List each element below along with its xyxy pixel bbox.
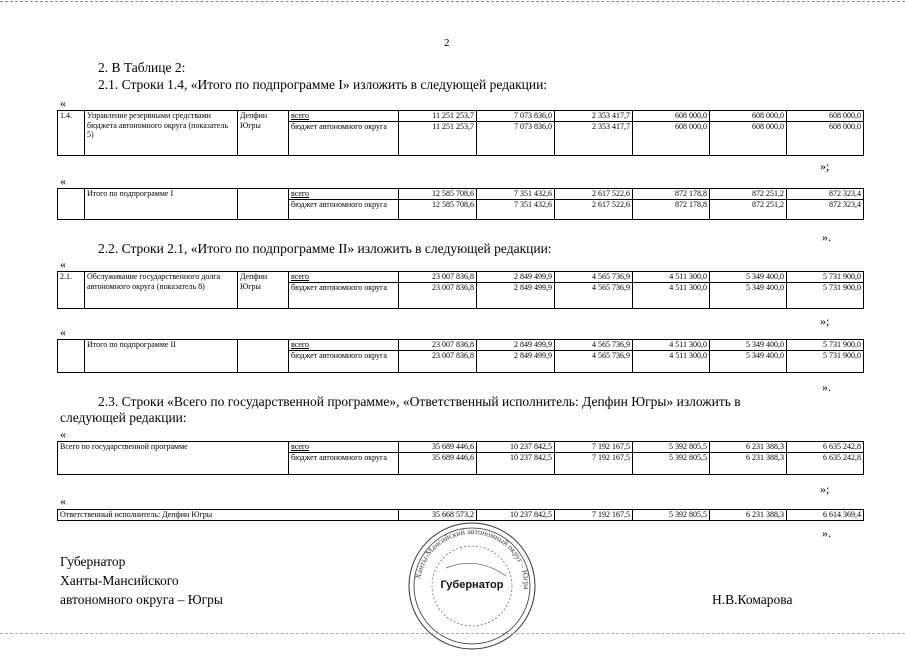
value-cell: 35 668 573,2 bbox=[399, 510, 477, 521]
value-cell: 6 614 369,4 bbox=[787, 510, 864, 521]
open-quote: « bbox=[60, 257, 66, 271]
signature-title-1: Губернатор bbox=[60, 554, 126, 569]
value-cell: 5 731 900,0 bbox=[787, 340, 864, 351]
source-budget: бюджет автономного округа bbox=[289, 452, 399, 474]
open-quote: « bbox=[60, 427, 66, 441]
value-cell: 5 349 400,0 bbox=[710, 340, 787, 351]
source-total: всего bbox=[289, 340, 399, 351]
value-cell: 5 349 400,0 bbox=[710, 282, 787, 308]
executor: Депфин Югры bbox=[238, 111, 289, 156]
row-name: Ответственный исполнитель: Депфин Югры bbox=[58, 510, 399, 521]
executor: Депфин Югры bbox=[238, 272, 289, 309]
value-cell: 7 192 167,5 bbox=[555, 442, 633, 453]
value-cell: 7 351 432,6 bbox=[477, 199, 555, 219]
value-cell: 35 689 446,6 bbox=[399, 442, 477, 453]
close-quote: »; bbox=[820, 482, 830, 496]
scan-edge-top bbox=[0, 1, 905, 2]
value-cell: 2 353 417,7 bbox=[555, 121, 633, 155]
value-cell: 7 192 167,5 bbox=[555, 452, 633, 474]
value-cell: 608 000,0 bbox=[787, 111, 864, 122]
signature-title-2: Ханты-Мансийского bbox=[60, 573, 179, 588]
value-cell: 5 392 805,5 bbox=[633, 510, 710, 521]
close-quote: ». bbox=[822, 380, 831, 394]
value-cell: 608 000,0 bbox=[710, 111, 787, 122]
value-cell: 5 349 400,0 bbox=[710, 272, 787, 283]
row-name: Управление резервными средствами бюджета автономного округа (показатель 5) bbox=[85, 111, 238, 156]
value-cell: 4 511 300,0 bbox=[633, 350, 710, 372]
page-number: 2 bbox=[444, 37, 450, 49]
signature-title-3: автономного округа – Югры bbox=[60, 592, 223, 607]
value-cell: 6 231 388,3 bbox=[710, 442, 787, 453]
value-cell: 872 251,2 bbox=[710, 189, 787, 200]
value-cell: 872 178,8 bbox=[633, 189, 710, 200]
value-cell: 23 007 836,8 bbox=[399, 282, 477, 308]
value-cell: 872 323,4 bbox=[787, 199, 864, 219]
value-cell: 6 635 242,8 bbox=[787, 452, 864, 474]
value-cell: 35 689 446,6 bbox=[399, 452, 477, 474]
value-cell: 2 617 522,6 bbox=[555, 199, 633, 219]
value-cell: 4 565 736,9 bbox=[555, 272, 633, 283]
value-cell: 872 323,4 bbox=[787, 189, 864, 200]
section-2-1: 2.1. Строки 1.4, «Итого по подпрограмме I» изложить в следующей редакции: bbox=[98, 77, 548, 92]
value-cell: 872 251,2 bbox=[710, 199, 787, 219]
open-quote: « bbox=[60, 96, 66, 110]
value-cell: 5 731 900,0 bbox=[787, 350, 864, 372]
value-cell: 7 192 167,5 bbox=[555, 510, 633, 521]
value-cell: 7 351 432,6 bbox=[477, 189, 555, 200]
value-cell: 872 178,8 bbox=[633, 199, 710, 219]
row-name: Итого по подпрограмме II bbox=[85, 340, 238, 373]
value-cell: 5 392 805,5 bbox=[633, 452, 710, 474]
value-cell: 23 007 836,8 bbox=[399, 340, 477, 351]
value-cell: 608 000,0 bbox=[710, 121, 787, 155]
row-name: Итого по подпрограмме I bbox=[85, 189, 238, 220]
value-cell: 10 237 842,5 bbox=[477, 452, 555, 474]
value-cell: 10 237 842,5 bbox=[477, 510, 555, 521]
value-cell: 608 000,0 bbox=[633, 121, 710, 155]
heading: 2. В Таблице 2: bbox=[98, 60, 186, 75]
value-cell: 7 073 836,0 bbox=[477, 121, 555, 155]
table-total-program bbox=[57, 441, 864, 475]
table-row-1-4 bbox=[57, 110, 864, 156]
value-cell: 12 585 708,6 bbox=[399, 199, 477, 219]
row-name: Обслуживание государственного долга автономного округа (показатель 8) bbox=[85, 272, 238, 309]
seal-center-text: Губернатор bbox=[440, 579, 504, 591]
close-quote: »; bbox=[820, 159, 830, 173]
value-cell: 2 849 499,9 bbox=[477, 282, 555, 308]
value-cell: 11 251 253,7 bbox=[399, 111, 477, 122]
value-cell: 4 511 300,0 bbox=[633, 272, 710, 283]
value-cell: 2 617 522,6 bbox=[555, 189, 633, 200]
source-budget: бюджет автономного округа bbox=[289, 282, 399, 308]
seal-ring-text: Ханты-Мансийский автономный округ – Югра bbox=[413, 526, 532, 590]
value-cell: 6 231 388,3 bbox=[710, 452, 787, 474]
section-2-2: 2.2. Строки 2.1, «Итого по подпрограмме II» изложить в следующей редакции: bbox=[98, 241, 552, 256]
close-quote: ». bbox=[822, 526, 831, 540]
value-cell: 608 000,0 bbox=[787, 121, 864, 155]
value-cell: 11 251 253,7 bbox=[399, 121, 477, 155]
row-number bbox=[58, 189, 85, 220]
section-2-3: 2.3. Строки «Всего по государственной программе», «Ответственный исполнитель: Депфин Югры» изложить в bbox=[98, 394, 741, 409]
open-quote: « bbox=[60, 325, 66, 339]
row-name: Всего по государственной программе bbox=[58, 442, 289, 475]
source-budget: бюджет автономного округа bbox=[289, 121, 399, 155]
value-cell: 5 731 900,0 bbox=[787, 282, 864, 308]
source-total: всего bbox=[289, 111, 399, 122]
source-budget: бюджет автономного округа bbox=[289, 350, 399, 372]
value-cell: 12 585 708,6 bbox=[399, 189, 477, 200]
value-cell: 7 073 836,0 bbox=[477, 111, 555, 122]
value-cell: 5 731 900,0 bbox=[787, 272, 864, 283]
row-number: 1.4. bbox=[58, 111, 85, 156]
source-budget: бюджет автономного округа bbox=[289, 199, 399, 219]
row-number bbox=[58, 340, 85, 373]
open-quote: « bbox=[60, 494, 66, 508]
value-cell: 4 511 300,0 bbox=[633, 282, 710, 308]
table-total-2 bbox=[57, 339, 864, 373]
value-cell: 2 353 417,7 bbox=[555, 111, 633, 122]
value-cell: 6 635 242,8 bbox=[787, 442, 864, 453]
source-total: всего bbox=[289, 272, 399, 283]
value-cell: 23 007 836,8 bbox=[399, 350, 477, 372]
scan-edge-bottom bbox=[0, 633, 905, 634]
value-cell: 4 511 300,0 bbox=[633, 340, 710, 351]
table-total-1 bbox=[57, 188, 864, 220]
table-row-2-1 bbox=[57, 271, 864, 309]
value-cell: 10 237 842,5 bbox=[477, 442, 555, 453]
value-cell: 5 349 400,0 bbox=[710, 350, 787, 372]
executor bbox=[238, 340, 289, 373]
executor bbox=[238, 189, 289, 220]
value-cell: 2 849 499,9 bbox=[477, 350, 555, 372]
value-cell: 4 565 736,9 bbox=[555, 340, 633, 351]
signatory-name: Н.В.Комарова bbox=[712, 592, 793, 607]
row-number: 2.1. bbox=[58, 272, 85, 309]
value-cell: 5 392 805,5 bbox=[633, 442, 710, 453]
close-quote: ». bbox=[822, 230, 831, 244]
section-2-3-cont: следующей редакции: bbox=[60, 410, 187, 425]
value-cell: 2 849 499,9 bbox=[477, 272, 555, 283]
source-total: всего bbox=[289, 189, 399, 200]
table-responsible bbox=[57, 509, 864, 521]
value-cell: 608 000,0 bbox=[633, 111, 710, 122]
value-cell: 23 007 836,8 bbox=[399, 272, 477, 283]
close-quote: »; bbox=[820, 314, 830, 328]
open-quote: « bbox=[60, 174, 66, 188]
value-cell: 6 231 388,3 bbox=[710, 510, 787, 521]
source-total: всего bbox=[289, 442, 399, 453]
value-cell: 4 565 736,9 bbox=[555, 282, 633, 308]
value-cell: 2 849 499,9 bbox=[477, 340, 555, 351]
value-cell: 4 565 736,9 bbox=[555, 350, 633, 372]
